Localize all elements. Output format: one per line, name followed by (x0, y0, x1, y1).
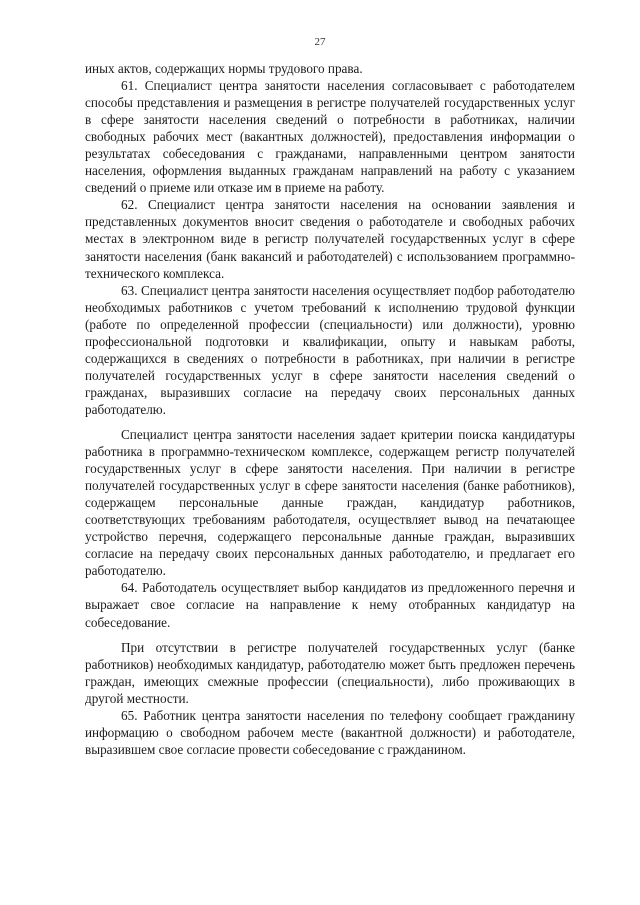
paragraph-63: 63. Специалист центра занятости населения осуществляет подбор работодателю необходимых работников с учетом требований к исполнению трудовой функции (работе по определенной профессии (специальности) или должности), уровню профессиональной подготовки и квалификации, опыту и навыкам работы, содержащихся в сведениях о потребности в работниках, при наличии в регистре получателей государственных услуг в сфере занятости населения сведений о гражданах, выразивших согласие на передачу своих персональных данных работодателю. (85, 282, 575, 417)
paragraph-63-criteria: Специалист центра занятости населения задает критерии поиска кандидатуры работника в программно-техническом комплексе, содержащем регистр получателей государственных услуг в сфере занятости населения. При наличии в регистре получателей государственных услуг в сфере занятости населения (банке работников), содержащем персональные данные граждан, кандидатур работников, соответствующих требованиям работодателя, осуществляет вывод на печатающее устройство перечня, содержащего персональные данные граждан, выразивших согласие на передачу своих персональных данных работодателю, и предлагает его работодателю. (85, 426, 575, 579)
paragraph-62: 62. Специалист центра занятости населения на основании заявления и представленных документов вносит сведения о работодателе и свободных рабочих местах в электронном виде в регистр получателей государственных услуг в сфере занятости населения (банк вакансий и работодателей) с использованием программно-технического комплекса. (85, 197, 575, 281)
document-body (85, 60, 575, 758)
page-number: 27 (314, 36, 326, 48)
paragraph-61: 61. Специалист центра занятости населения согласовывает с работодателем способы представления и размещения в регистре получателей государственных услуг в сфере занятости населения сведений о потребности в работниках, наличии свободных рабочих мест (вакантных должностей), предоставления информации о результатах собеседования с гражданами, направленными центром занятости населения, оформления выданных гражданам направлений на работу с указанием сведений о приеме или отказе им в приеме на работу. (85, 78, 575, 196)
paragraph-65: 65. Работник центра занятости населения по телефону сообщает гражданину информацию о свободном рабочем месте (вакантной должности) и работодателе, выразившем свое согласие провести собеседование с гражданином. (85, 707, 575, 757)
paragraph-64-absence: При отсутствии в регистре получателей государственных услуг (банке работников) необходимых кандидатур, работодателю может быть предложен перечень граждан, имеющих смежные профессии (специальности), либо проживающих в другой местности. (85, 639, 575, 706)
paragraph-continuation: иных актов, содержащих нормы трудового права. (85, 61, 363, 76)
paragraph-64: 64. Работодатель осуществляет выбор кандидатов из предложенного перечня и выражает свое согласие на направление к нему отобранных кандидатур на собеседование. (85, 580, 575, 630)
